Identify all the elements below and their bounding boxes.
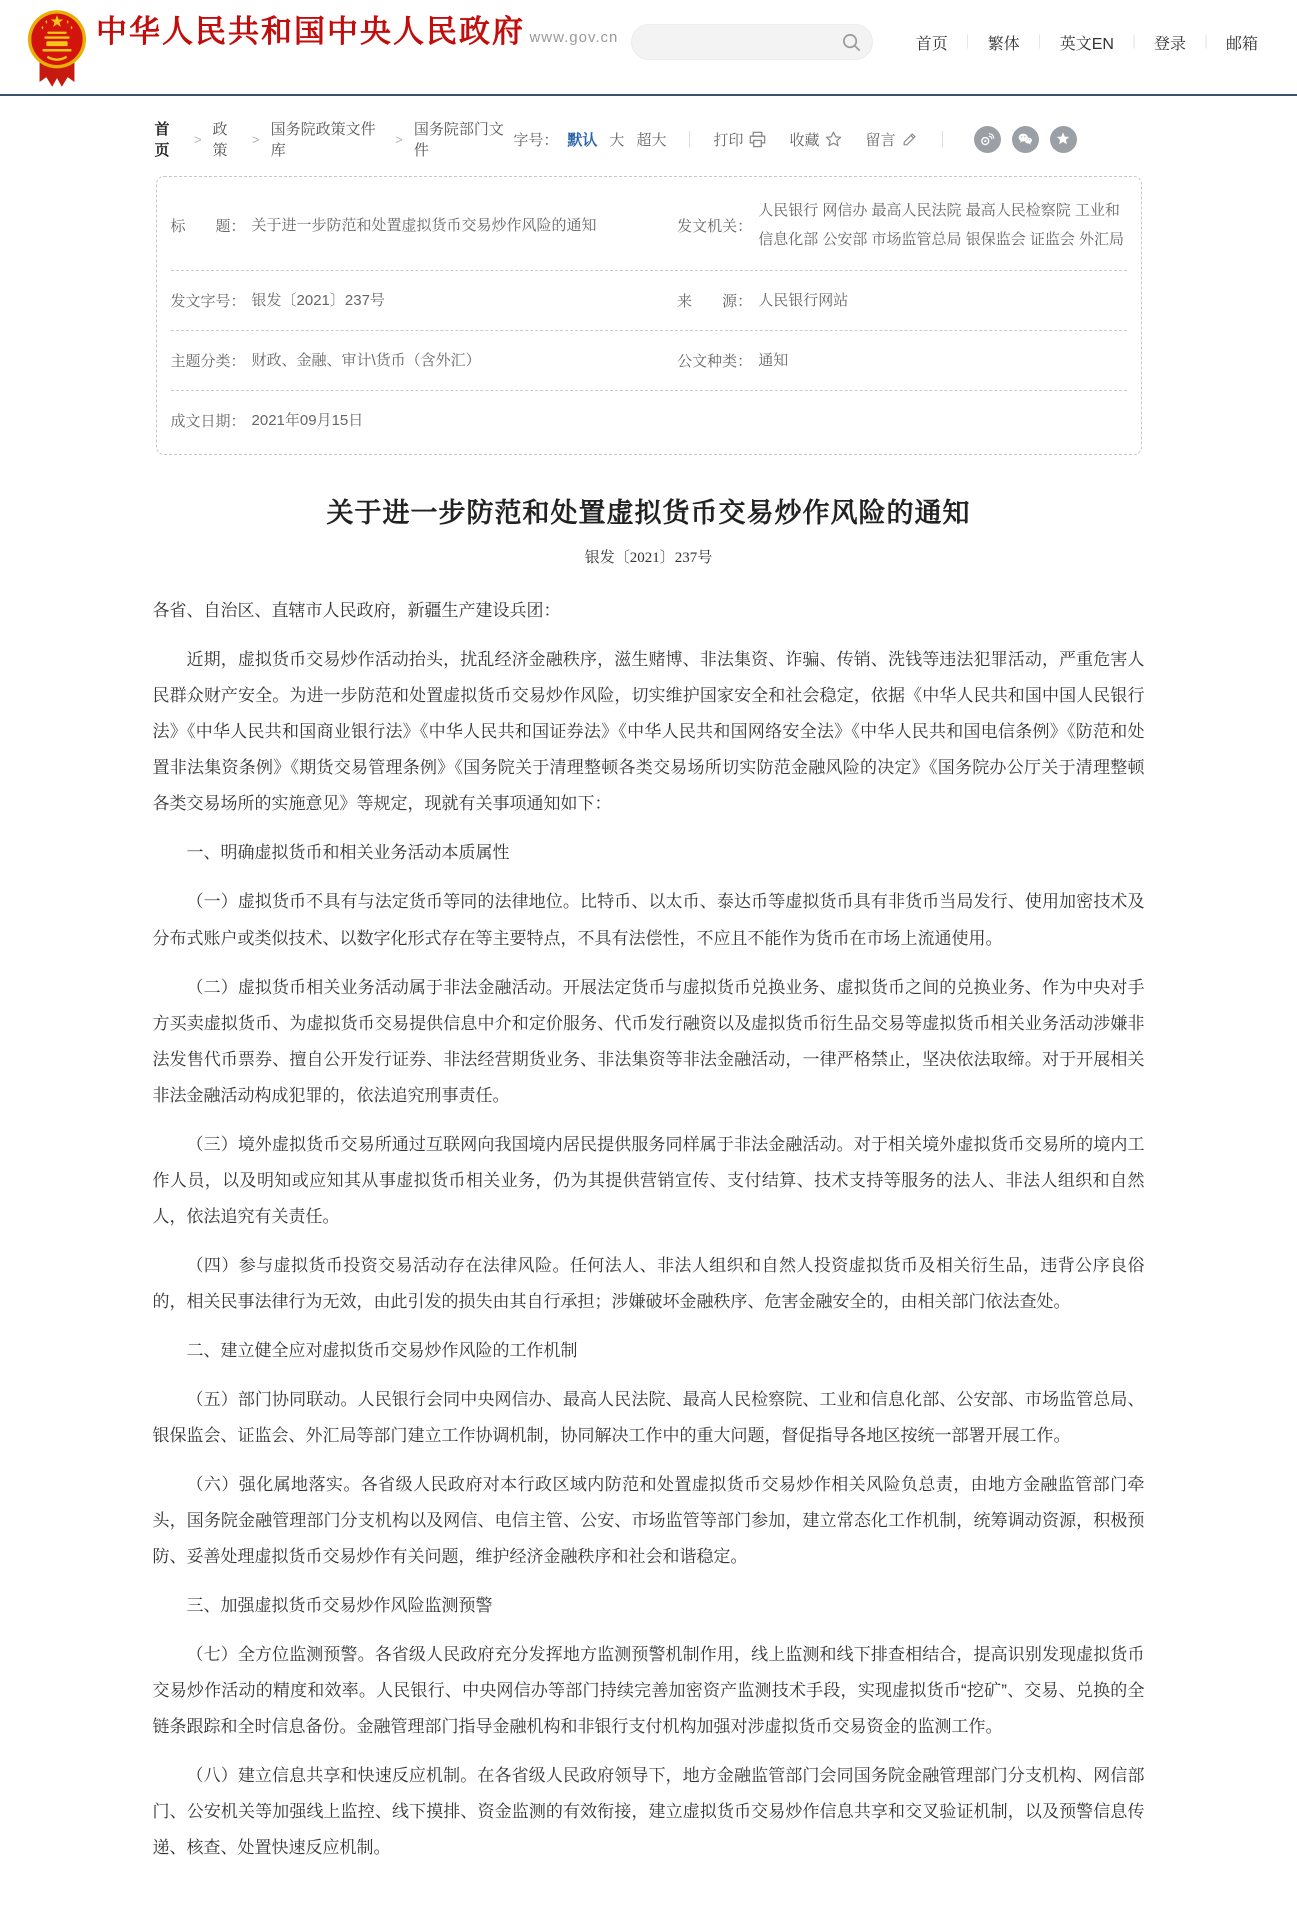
paragraph-body: （七）全方位监测预警。各省级人民政府充分发挥地方监测预警机制作用，线上监测和线下排查相结合，提高识别发现虚拟货币交易炒作活动的精度和效率。人民银行、中央网信办等部门持续完善加密资产监测技术手段，实现虚拟货币“挖矿”、交易、兑换的全链条跟踪和全时信息备份。金融管理部门指导金融机构和非银行支付机构加强对涉虚拟货币交易资金的监测工作。 (152, 1645, 1145, 1737)
breadcrumb-item-3[interactable]: 国务院政策文件库 (270, 121, 376, 159)
paragraph-heading: 一、明确虚拟货币和相关业务活动本质属性 (186, 843, 510, 863)
nav-link-4[interactable]: 登录 (1153, 35, 1186, 53)
paragraph-body: （五）部门协同联动。人民银行会同中央网信办、最高人民法院、最高人民检察院、工业和信息化部、公安部、市场监管总局、银保监会、证监会、外汇局等部门建立工作协调机制，协同解决工作中的重大问题，督促指导各地区按统一部署开展工作。 (152, 1389, 1145, 1445)
paragraph-body: （二）虚拟货币相关业务活动属于非法金融活动。开展法定货币与虚拟货币兑换业务、虚拟货币之间的兑换业务、作为中央对手方买卖虚拟货币、为虚拟货币交易提供信息中介和定价服务、代币发行融资以及虚拟货币衍生品交易等虚拟货币相关业务活动涉嫌非法发售代币票券、擅自公开发行证券、非法经营期货业务、非法集资等非法金融活动，一律严格禁止，坚决依法取缔。对于开展相关非法金融活动构成犯罪的，依法追究刑事责任。 (152, 977, 1145, 1105)
meta-value: 银发〔2021〕237号 (251, 291, 385, 309)
search-box[interactable] (631, 24, 873, 60)
search-icon[interactable] (841, 32, 862, 53)
meta-row (171, 390, 1127, 450)
print-button-label: 打印 (713, 131, 744, 149)
nav-separator: ｜ (960, 34, 975, 50)
document-body (139, 593, 1159, 1866)
document-meta-table (156, 176, 1142, 455)
nav-separator: ｜ (1198, 34, 1213, 50)
meta-cell (677, 346, 1126, 375)
breadcrumb-separator-icon: > (251, 131, 260, 147)
meta-row (171, 181, 1127, 270)
header-nav (903, 31, 1271, 54)
breadcrumb (139, 118, 514, 160)
paragraph-body: （一）虚拟货币不具有与法定货币等同的法律地位。比特币、以太币、泰达币等虚拟货币具有非货币当局发行、使用加密技术及分布式账户或类似技术、以数字化形式存在等主要特点，不具有法偿性，不应且不能作为货币在市场上流通使用。 (152, 892, 1145, 948)
nav-link-1[interactable]: 首页 (915, 35, 948, 53)
nav-link-2[interactable]: 繁体 (987, 35, 1020, 53)
font-size-option[interactable]: 默认 (567, 131, 598, 149)
pencil-icon (901, 130, 919, 148)
meta-label: 来 源： (677, 292, 753, 310)
site-logo[interactable] (26, 8, 618, 90)
weibo-icon[interactable] (974, 126, 1001, 153)
comment-button[interactable] (865, 129, 918, 150)
paragraph-body: （六）强化属地落实。各省级人民政府对本行政区域内防范和处置虚拟货币交易炒作相关风险负总责，由地方金融监管部门牵头，国务院金融管理部门分支机构以及网信、电信主管、公安、市场监管等部门参加，建立常态化工作机制，统筹调动资源，积极预防、妥善处理虚拟货币交易炒作有关问题，维护经济金融秩序和社会和谐稳定。 (152, 1474, 1145, 1566)
meta-value: 2021年09月15日 (251, 412, 364, 429)
toolbar (513, 126, 1076, 153)
main-column (139, 118, 1159, 1915)
paragraph-body: 近期，虚拟货币交易炒作活动抬头，扰乱经济金融秩序，滋生赌博、非法集资、诈骗、传销、洗钱等违法犯罪活动，严重危害人民群众财产安全。为进一步防范和处置虚拟货币交易炒作风险，切实维护国家安全和社会稳定，依据《中华人民共和国中国人民银行法》《中华人民共和国商业银行法》《中华人民共和国证券法》《中华人民共和国网络安全法》《中华人民共和国电信条例》《防范和处置非法集资条例》《期货交易管理条例》《国务院关于清理整顿各类交易场所切实防范金融风险的决定》《国务院办公厅关于清理整顿各类交易场所的实施意见》等规定，现就有关事项通知如下： (152, 650, 1145, 814)
meta-label: 发文字号： (170, 292, 246, 310)
site-title: 中华人民共和国中央人民政府 (96, 14, 525, 49)
meta-cell (171, 406, 678, 435)
search-input[interactable] (648, 33, 841, 51)
meta-cell (677, 196, 1126, 255)
favorite-button[interactable] (789, 129, 843, 150)
meta-value: 通知 (758, 351, 789, 369)
site-header (0, 0, 1297, 96)
qzone-icon[interactable] (1050, 126, 1077, 153)
meta-value: 人民银行 网信办 最高人民法院 最高人民检察院 工业和信息化部 公安部 市场监管总局 银保监会 证监会 外汇局 (758, 202, 1125, 249)
font-size-option[interactable]: 超大 (636, 131, 667, 149)
breadcrumb-item-4[interactable]: 国务院部门文件 (413, 121, 504, 159)
meta-cell (171, 346, 678, 375)
wechat-icon[interactable] (1012, 126, 1039, 153)
printer-icon (748, 130, 767, 149)
font-size-option[interactable]: 大 (609, 131, 625, 149)
toolbar-divider (942, 131, 943, 147)
meta-label: 成文日期： (170, 413, 246, 431)
toolbar-divider (689, 131, 690, 147)
paragraph-body: （八）建立信息共享和快速反应机制。在各省级人民政府领导下，地方金融监管部门会同国务院金融管理部门分支机构、网信部门、公安机关等加强线上监控、线下摸排、资金监测的有效衔接，建立虚拟货币交易炒作信息共享和交叉验证机制，以及预警信息传递、核查、处置快速反应机制。 (152, 1766, 1145, 1858)
meta-label: 发文机关： (677, 217, 753, 235)
breadcrumb-separator-icon: > (395, 131, 403, 147)
breadcrumb-separator-icon: > (193, 131, 202, 147)
breadcrumb-item-2[interactable]: 政策 (212, 121, 228, 159)
meta-value: 财政、金融、审计\货币（含外汇） (251, 351, 481, 369)
share-group (974, 126, 1077, 153)
paragraph-body: （四）参与虚拟货币投资交易活动存在法律风险。任何法人、非法人组织和自然人投资虚拟货币及相关衍生品，违背公序良俗的，相关民事法律行为无效，由此引发的损失由其自行承担；涉嫌破坏金融秩序、危害金融安全的，由相关部门依法查处。 (152, 1255, 1145, 1311)
document-number: 银发〔2021〕237号 (584, 550, 713, 567)
comment-button-label: 留言 (865, 131, 896, 149)
national-emblem-icon (26, 8, 88, 90)
meta-row (171, 330, 1127, 390)
nav-link-3[interactable]: 英文EN (1059, 35, 1114, 53)
meta-cell (171, 211, 678, 240)
paragraph-heading: 二、建立健全应对虚拟货币交易炒作风险的工作机制 (186, 1340, 578, 1360)
star-icon (824, 130, 843, 149)
nav-separator: ｜ (1126, 34, 1141, 50)
favorite-button-label: 收藏 (789, 131, 820, 149)
breadcrumb-item-1[interactable]: 首页 (154, 121, 170, 159)
print-button[interactable] (713, 129, 767, 150)
meta-value: 人民银行网站 (758, 291, 849, 309)
meta-label: 标 题： (170, 217, 246, 235)
paragraph-heading: 三、加强虚拟货币交易炒作风险监测预警 (186, 1596, 493, 1615)
meta-value: 关于进一步防范和处置虚拟货币交易炒作风险的通知 (251, 216, 597, 234)
meta-row (171, 270, 1127, 330)
meta-label: 主题分类： (170, 352, 246, 370)
meta-cell (677, 286, 1126, 315)
font-size-options (567, 129, 666, 150)
document-title: 关于进一步防范和处置虚拟货币交易炒作风险的通知 (326, 498, 971, 529)
nav-link-5[interactable]: 邮箱 (1225, 35, 1258, 53)
nav-separator: ｜ (1032, 34, 1047, 50)
meta-label: 公文种类： (677, 352, 753, 370)
site-url: www.gov.cn (529, 29, 619, 46)
meta-cell (171, 286, 678, 315)
toolbar-actions (713, 129, 918, 150)
font-size-label: 字号： (513, 131, 559, 149)
paragraph-salutation: 各省、自治区、直辖市人民政府，新疆生产建设兵团： (152, 601, 561, 621)
paragraph-body: （三）境外虚拟货币交易所通过互联网向我国境内居民提供服务同样属于非法金融活动。对于相关境外虚拟货币交易所的境内工作人员，以及明知或应知其从事虚拟货币相关业务，仍为其提供营销宣传、支付结算、技术支持等服务的法人、非法人组织和自然人，依法追究有关责任。 (152, 1134, 1145, 1226)
